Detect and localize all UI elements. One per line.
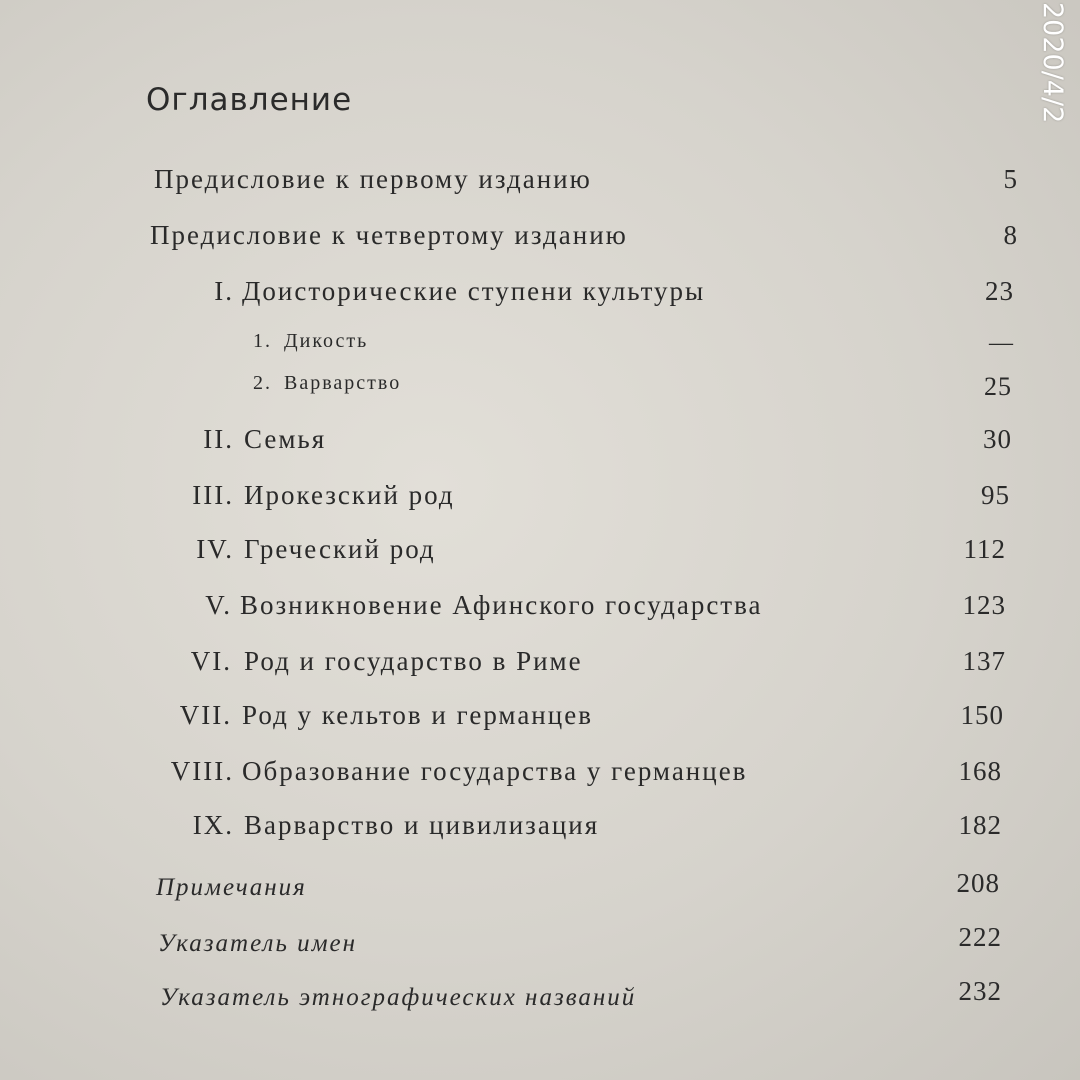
toc-entry-section-2 (0, 372, 1080, 412)
toc-entry-page: 208 (956, 868, 1000, 898)
toc-entry-page: 112 (963, 534, 1006, 564)
toc-entry-chapter-5 (0, 590, 1080, 630)
toc-entry-title: Образование государства у германцев (242, 756, 748, 786)
toc-entry-page: 150 (960, 700, 1004, 730)
toc-entry-number: V. (205, 590, 232, 620)
page-title: Оглавление (146, 82, 353, 118)
toc-entry-title: Примечания (156, 874, 307, 901)
toc-entry-number: III. (192, 480, 234, 510)
toc-entry-title: Варварство и цивилизация (244, 810, 600, 840)
toc-entry-title: Семья (244, 424, 327, 454)
toc-entry-number: VII. (179, 700, 232, 730)
toc-entry-number: 1. (253, 330, 272, 352)
toc-entry-chapter-6 (0, 646, 1080, 686)
toc-entry-number: II. (203, 424, 234, 454)
toc-entry-title: Указатель этнографических названий (160, 984, 637, 1011)
toc-entry-page: 30 (983, 424, 1012, 454)
toc-entry-page: 232 (958, 976, 1002, 1006)
toc-entry-page: 182 (958, 810, 1002, 840)
toc-entry-title: Предисловие к первому изданию (154, 164, 592, 194)
toc-entry-chapter-3 (0, 480, 1080, 520)
toc-entry-title: Указатель имен (158, 930, 358, 957)
date-stamp-text: 2020/4/2 (1037, 2, 1068, 124)
toc-entry-title: Доисторические ступени культуры (242, 276, 706, 306)
toc-entry-number: VI. (190, 646, 232, 676)
toc-entry-page: 5 (1003, 164, 1018, 194)
toc-entry-page: 123 (962, 590, 1006, 620)
toc-entry-page: 168 (958, 756, 1002, 786)
toc-entry-ethnographic-index (0, 976, 1080, 1016)
toc-entry-number: IX. (192, 810, 234, 840)
toc-entry-title: Род у кельтов и германцев (242, 700, 593, 730)
toc-entry-title: Греческий род (244, 534, 436, 564)
date-stamp (1034, 2, 1074, 182)
toc-entry-page: 222 (958, 922, 1002, 952)
toc-entry-number: IV. (196, 534, 234, 564)
toc-entry-page: 95 (981, 480, 1010, 510)
toc-entry-title: Ирокезский род (244, 480, 455, 510)
toc-entry-chapter-1 (0, 276, 1080, 316)
toc-entry-number: 2. (253, 372, 272, 394)
toc-entry-chapter-8 (0, 756, 1080, 796)
toc-entry-preface-fourth (0, 220, 1080, 260)
toc-entry-name-index (0, 922, 1080, 962)
toc-entry-title: Дикость (284, 330, 369, 352)
toc-entry-title: Род и государство в Риме (244, 646, 583, 676)
toc-entry-section-1 (0, 330, 1080, 370)
toc-entry-page: 23 (985, 276, 1014, 306)
toc-entry-chapter-7 (0, 700, 1080, 740)
toc-entry-page: 25 (984, 372, 1012, 401)
toc-entry-number: VIII. (170, 756, 234, 786)
toc-entry-page: 137 (962, 646, 1006, 676)
toc-entry-chapter-9 (0, 810, 1080, 850)
toc-entry-page: 8 (1003, 220, 1018, 250)
toc-entry-title: Варварство (284, 372, 402, 394)
toc-entry-title: Предисловие к четвертому изданию (150, 220, 628, 250)
toc-entry-chapter-4 (0, 534, 1080, 574)
toc-entry-notes (0, 868, 1080, 908)
toc-entry-title: Возникновение Афинского государства (240, 590, 763, 620)
toc-entry-page: — (989, 330, 1014, 356)
toc-entry-number: I. (214, 276, 234, 306)
toc-entry-preface-first (0, 164, 1080, 204)
toc-entry-chapter-2 (0, 424, 1080, 464)
